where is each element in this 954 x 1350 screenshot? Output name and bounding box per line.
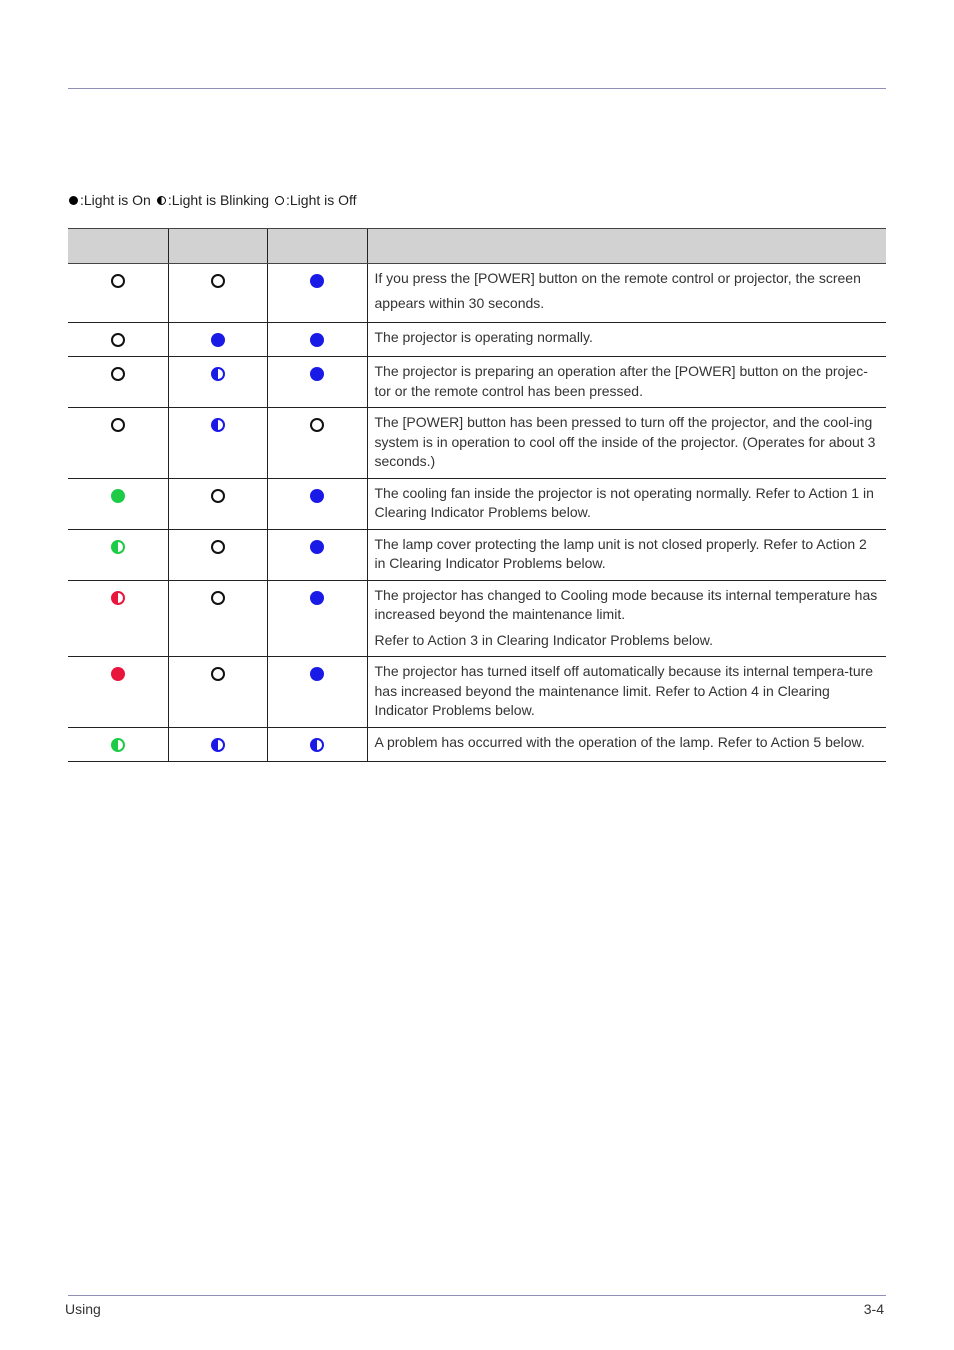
indicator-cell: [68, 529, 168, 580]
description-text: The cooling fan inside the projector is not operating normally. Refer to Action 1 in Clearing Indicator Problems below.: [374, 484, 874, 520]
indicator-cell: [68, 408, 168, 479]
header-cell-3: [267, 229, 367, 264]
indicator-cell: [267, 357, 367, 408]
table-row: [68, 529, 886, 580]
legend-on-label: :Light is On: [80, 192, 151, 208]
table-row: [68, 408, 886, 479]
description-text: The projector is preparing an operation after the [POWER] button on the projec-tor or the remote control has been pressed.: [374, 363, 868, 399]
footer-page-number: 3-4: [863, 1301, 884, 1317]
light-off-icon: [275, 196, 284, 205]
indicator-blink-icon: [310, 738, 324, 752]
legend-on: [69, 192, 151, 208]
indicator-off-icon: [211, 540, 225, 554]
description-text: The projector has changed to Cooling mode because its internal temperature has increased beyond the maintenance limit.: [374, 586, 878, 622]
description-cell: [367, 580, 886, 657]
indicator-on-icon: [111, 489, 125, 503]
indicator-cell: [168, 580, 267, 657]
legend-off-label: :Light is Off: [286, 192, 357, 208]
indicator-off-icon: [111, 367, 125, 381]
description-text: The lamp cover protecting the lamp unit is not closed properly. Refer to Action 2 in Clearing Indicator Problems below.: [374, 535, 867, 571]
indicator-blink-icon: [111, 540, 125, 554]
table-row: [68, 727, 886, 761]
description-cell: [367, 529, 886, 580]
indicator-blink-icon: [211, 418, 225, 432]
indicator-cell: [68, 727, 168, 761]
table-row: [68, 580, 886, 657]
description-cell: [367, 408, 886, 479]
table-row: [68, 264, 886, 323]
header-rule: [68, 88, 886, 89]
header-cell-2: [168, 229, 267, 264]
description-cell: [367, 357, 886, 408]
indicator-cell: [168, 408, 267, 479]
header-cell-4: [367, 229, 886, 264]
indicator-blink-icon: [111, 591, 125, 605]
indicator-cell: [68, 323, 168, 357]
indicator-cell: [267, 580, 367, 657]
description-cell: [367, 323, 886, 357]
indicator-legend: [69, 192, 363, 208]
legend-blinking: [157, 192, 269, 208]
indicator-cell: [168, 323, 267, 357]
description-cell: [367, 727, 886, 761]
indicator-blink-icon: [211, 738, 225, 752]
footer-section-name: Using: [65, 1301, 101, 1317]
indicator-cell: [267, 657, 367, 728]
indicator-on-icon: [310, 591, 324, 605]
indicator-cell: [267, 478, 367, 529]
indicator-off-icon: [111, 418, 125, 432]
description-text: The projector has turned itself off automatically because its internal tempera-ture has increased beyond the maintenance limit. Refer to Action 4 in Clearing Indicator Problems below.: [374, 663, 874, 718]
indicator-table: [68, 228, 886, 762]
legend-off: [275, 192, 357, 208]
description-cell: [367, 264, 886, 323]
light-blinking-icon: [157, 196, 166, 205]
indicator-off-icon: [211, 274, 225, 288]
indicator-cell: [68, 478, 168, 529]
indicator-cell: [168, 657, 267, 728]
indicator-cell: [267, 727, 367, 761]
indicator-on-icon: [111, 667, 125, 681]
indicator-cell: [68, 657, 168, 728]
indicator-off-icon: [211, 591, 225, 605]
table-row: [68, 478, 886, 529]
indicator-cell: [68, 580, 168, 657]
description-text: The projector is operating normally.: [374, 329, 593, 345]
indicator-on-icon: [310, 274, 324, 288]
description-cell: [367, 657, 886, 728]
indicator-cell: [168, 357, 267, 408]
indicator-cell: [68, 264, 168, 323]
indicator-on-icon: [310, 667, 324, 681]
description-text: Refer to Action 3 in Clearing Indicator Problems below.: [374, 631, 714, 648]
indicator-on-icon: [310, 333, 324, 347]
indicator-off-icon: [310, 418, 324, 432]
table-header-row: [68, 229, 886, 264]
indicator-on-icon: [211, 333, 225, 347]
table-row: [68, 657, 886, 728]
description-text: A problem has occurred with the operation of the lamp. Refer to Action 5 below.: [374, 733, 865, 750]
footer-rule: [68, 1295, 886, 1296]
table-row: [68, 357, 886, 408]
table-body: [68, 264, 886, 762]
indicator-off-icon: [211, 489, 225, 503]
table-row: [68, 323, 886, 357]
indicator-on-icon: [310, 367, 324, 381]
indicator-cell: [168, 529, 267, 580]
indicator-on-icon: [310, 540, 324, 554]
indicator-on-icon: [310, 489, 324, 503]
indicator-cell: [168, 264, 267, 323]
header-cell-1: [68, 229, 168, 264]
light-on-icon: [69, 196, 78, 205]
indicator-cell: [267, 264, 367, 323]
description-text: The [POWER] button has been pressed to turn off the projector, and the cool-ing system is in operation to cool off the inside of the projector. (Operates for about 3 seconds.): [374, 414, 876, 469]
indicator-cell: [267, 323, 367, 357]
indicator-off-icon: [111, 333, 125, 347]
indicator-cell: [267, 529, 367, 580]
description-cell: [367, 478, 886, 529]
indicator-cell: [68, 357, 168, 408]
indicator-off-icon: [111, 274, 125, 288]
legend-blinking-label: :Light is Blinking: [167, 192, 269, 208]
indicator-blink-icon: [211, 367, 225, 381]
indicator-cell: [267, 408, 367, 479]
description-text: If you press the [POWER] button on the remote control or projector, the screen appears within 30 seconds.: [374, 270, 861, 311]
indicator-cell: [168, 727, 267, 761]
indicator-cell: [168, 478, 267, 529]
indicator-off-icon: [211, 667, 225, 681]
indicator-blink-icon: [111, 738, 125, 752]
